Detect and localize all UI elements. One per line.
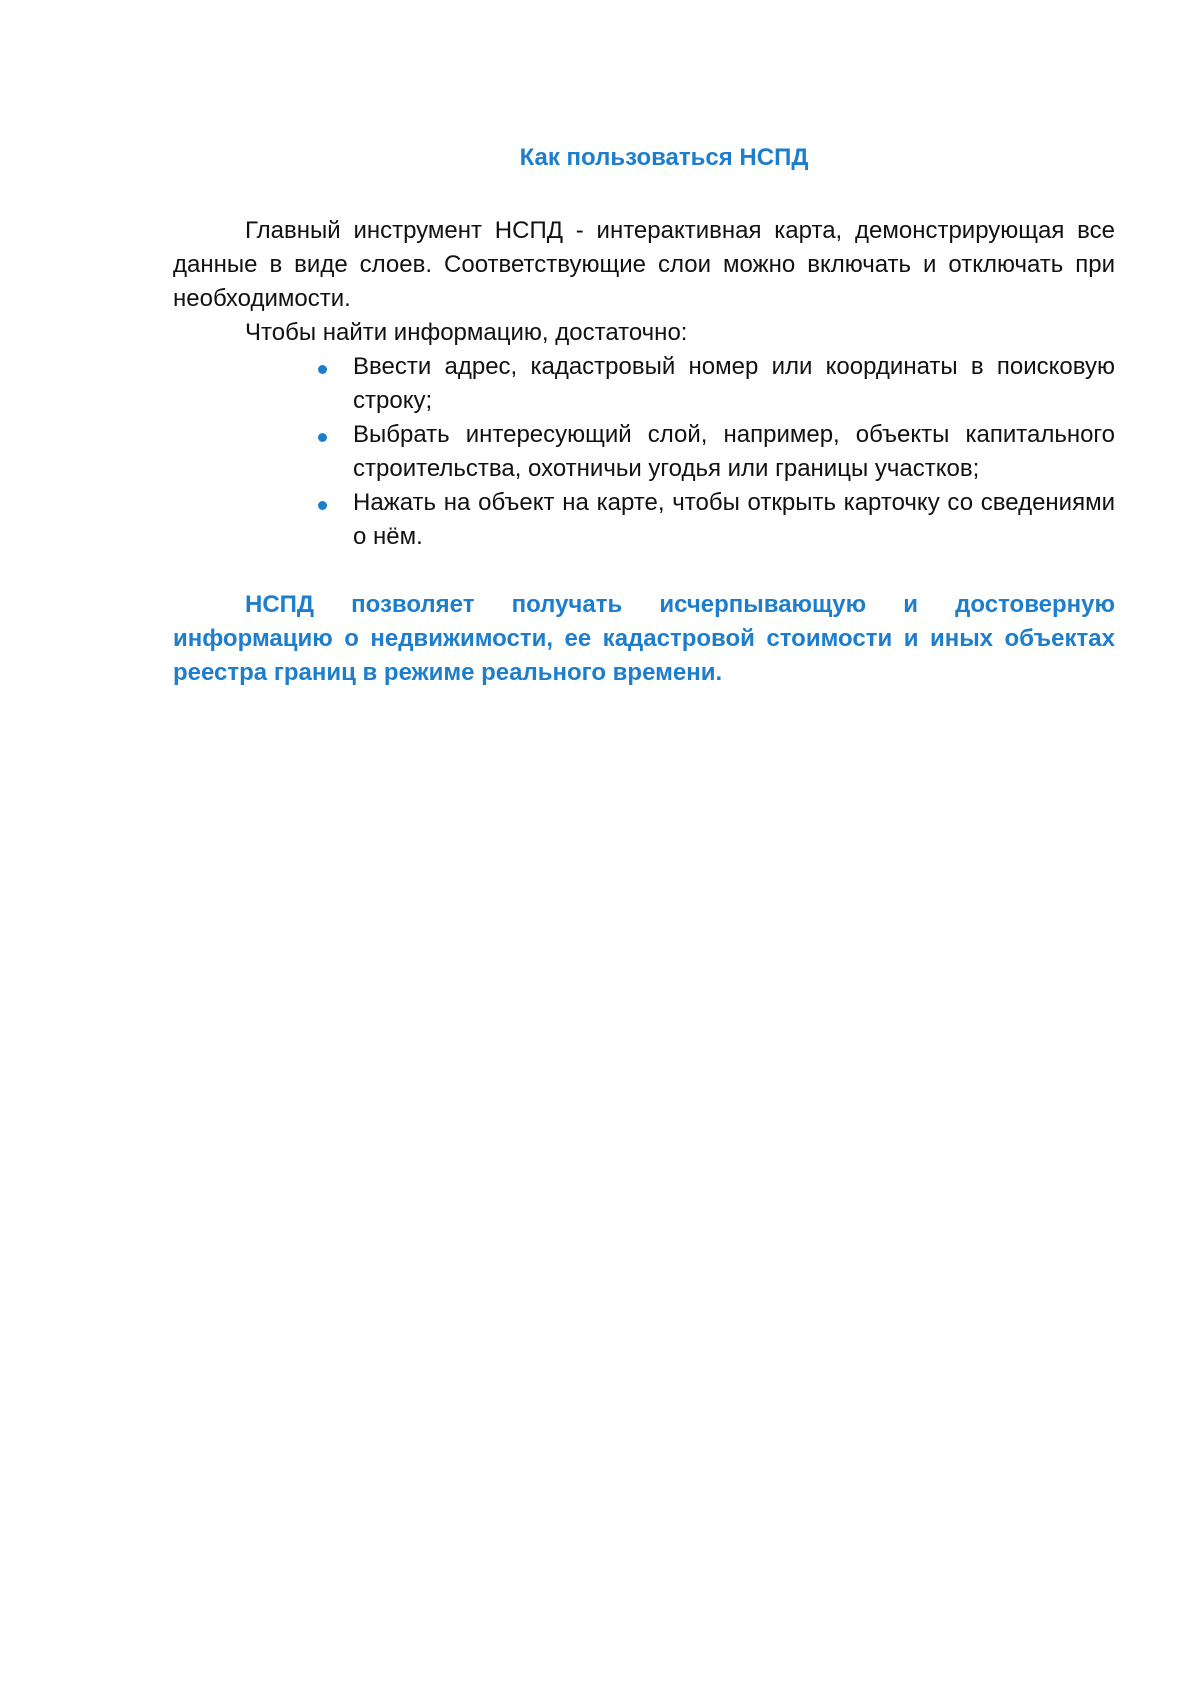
page-title: Как пользоваться НСПД bbox=[519, 144, 809, 171]
bullet-icon bbox=[318, 501, 327, 510]
list-item-layer bbox=[173, 418, 1115, 486]
list-item-search bbox=[173, 350, 1115, 418]
intro-paragraph: Главный инструмент НСПД - интерактивная карта, демонстрирующая все данные в виде слоев. Соответствующие слои можно включать и отключать при необходимости. bbox=[173, 217, 1115, 312]
list-item-text: Выбрать интересующий слой, например, объекты капитального строительства, охотничьи угодья или границы участков; bbox=[353, 421, 1115, 482]
document-content bbox=[173, 142, 1115, 714]
bullet-icon bbox=[318, 365, 327, 374]
search-instruction-paragraph: Чтобы найти информацию, достаточно: bbox=[245, 319, 688, 346]
list-item-map-object bbox=[173, 486, 1115, 554]
list-item-text: Ввести адрес, кадастровый номер или координаты в поисковую строку; bbox=[353, 353, 1115, 414]
instruction-list bbox=[173, 350, 1115, 554]
highlight-paragraph: НСПД позволяет получать исчерпывающую и достоверную информацию о недвижимости, ее кадастровой стоимости и иных объектах реестра границ в режиме реального времени. bbox=[173, 591, 1115, 686]
bullet-icon bbox=[318, 433, 327, 442]
list-item-text: Нажать на объект на карте, чтобы открыть карточку со сведениями о нём. bbox=[353, 489, 1115, 550]
